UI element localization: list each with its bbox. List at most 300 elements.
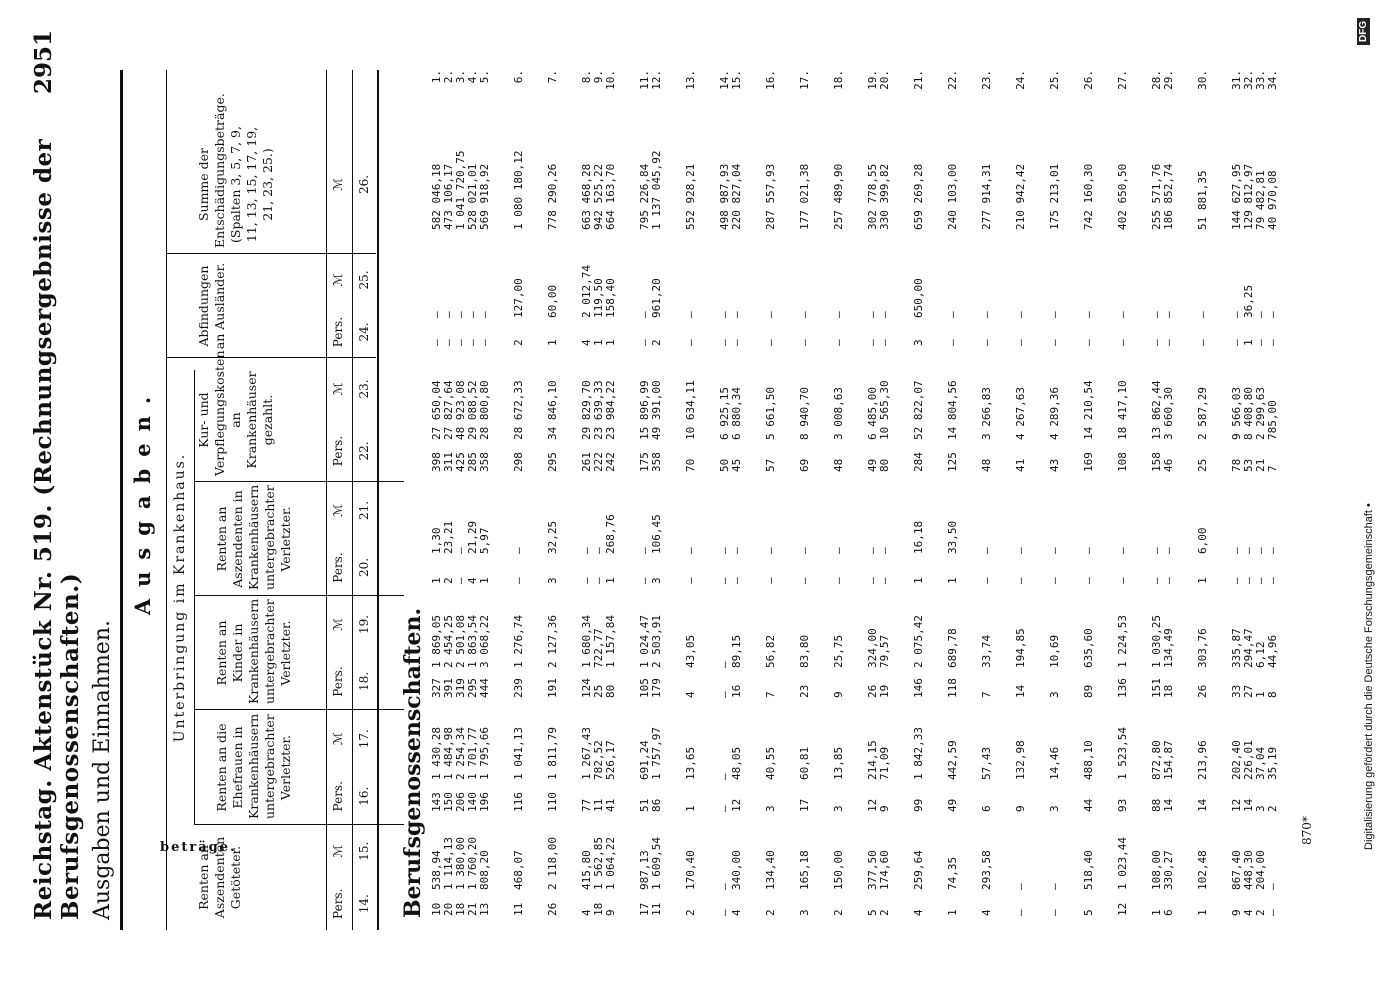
colnum-pers-1: 14. — [357, 894, 371, 914]
table-row — [1048, 70, 1066, 930]
cell-c22: 45 — [730, 458, 743, 472]
cell-c24: — — [1266, 339, 1279, 346]
cell-c19: 25,75 — [832, 634, 845, 668]
row-number: 29. — [1162, 70, 1175, 90]
cell-c23: 3 660,30 — [1162, 387, 1175, 440]
cell-c22: 222 — [592, 452, 605, 472]
cell-c22: 298 — [512, 452, 525, 472]
cell-c25: — — [730, 311, 743, 318]
cell-c14: 11 — [512, 902, 525, 916]
cell-c21: — — [1048, 547, 1061, 554]
cell-c18: 319 — [454, 678, 467, 698]
cell-c15: 259,64 — [912, 850, 925, 890]
cell-c17: 71,09 — [878, 746, 891, 780]
cell-c21: 106,45 — [650, 514, 663, 554]
row-number: 1. — [430, 70, 443, 84]
cell-c18: 4 — [684, 691, 697, 698]
cell-c21: — — [454, 547, 467, 554]
cell-c22: 69 — [798, 458, 811, 472]
cell-c21: — — [592, 547, 605, 554]
cell-c20: — — [1082, 577, 1095, 584]
cell-c14: 13 — [478, 902, 491, 916]
cell-c14: 4 — [1242, 909, 1255, 916]
cell-c17: 1 430,28 — [430, 727, 443, 780]
cell-c22: 7 — [1266, 465, 1279, 472]
cell-c25: — — [946, 311, 959, 318]
cell-c23: 52 822,07 — [912, 380, 925, 440]
cell-c18: 136 — [1116, 678, 1129, 698]
cell-c26: 277 914,31 — [980, 163, 993, 230]
cell-c23: 3 266,83 — [980, 387, 993, 440]
cell-c14: 12 — [1116, 902, 1129, 916]
cell-c18: 105 — [638, 678, 651, 698]
row-number: 15. — [730, 70, 743, 90]
cell-c25: — — [1014, 311, 1027, 318]
cell-c21: 268,76 — [604, 514, 617, 554]
cell-c24: 4 — [580, 339, 593, 346]
cell-c23: 4 289,36 — [1048, 387, 1061, 440]
cell-c25: — — [1266, 311, 1279, 318]
page-header — [26, 30, 84, 920]
row-number: 22. — [946, 70, 959, 90]
unit-mark-1: ℳ — [331, 844, 345, 858]
cell-c25: — — [1196, 311, 1209, 318]
cell-c18: 23 — [798, 684, 811, 698]
table-row — [1196, 70, 1214, 930]
cell-c26: 302 778,55 — [866, 163, 879, 230]
cell-c23: 13 862,44 — [1150, 380, 1163, 440]
cell-c18: 179 — [650, 678, 663, 698]
cell-c15: 867,40 — [1230, 850, 1243, 890]
cell-c21: — — [684, 547, 697, 554]
cell-c25: 60,00 — [546, 284, 559, 318]
cell-c17: 226,01 — [1242, 740, 1255, 780]
cell-c19: 89,15 — [730, 634, 743, 668]
cell-c19: 2 127,36 — [546, 615, 559, 668]
cell-c23: 2 587,29 — [1196, 387, 1209, 440]
cell-c16: 3 — [1048, 805, 1061, 812]
cell-c14: 2 — [764, 909, 777, 916]
cell-c17: 526,17 — [604, 740, 617, 780]
cell-c21: — — [764, 547, 777, 554]
cell-c18: 18 — [1162, 684, 1175, 698]
cell-c17: 1 267,43 — [580, 727, 593, 780]
row-number: 31. — [1230, 70, 1243, 90]
cell-c26: 177 021,38 — [798, 163, 811, 230]
cell-c23: 5 661,50 — [764, 387, 777, 440]
cell-c22: 53 — [1242, 458, 1255, 472]
cell-c19: 1 863,54 — [466, 615, 479, 668]
cell-c18: 26 — [866, 684, 879, 698]
cell-c24: — — [730, 339, 743, 346]
cell-c17: 48,05 — [730, 746, 743, 780]
unterbringung-heading: Unterbringung im Krankenhaus. — [166, 370, 195, 825]
cell-c21: 1,30 — [430, 527, 443, 554]
cell-c26: 569 918,92 — [478, 163, 491, 230]
cell-c18: 191 — [546, 678, 559, 698]
cell-c26: 402 650,50 — [1116, 163, 1129, 230]
cell-c24: — — [718, 339, 731, 346]
cell-c19: 635,60 — [1082, 628, 1095, 668]
cell-c25: — — [866, 311, 879, 318]
cell-c15: 293,58 — [980, 850, 993, 890]
row-number: 7. — [546, 70, 559, 84]
cell-c14: 4 — [980, 909, 993, 916]
table-row — [730, 70, 748, 930]
cell-c26: 1 041 720,75 — [454, 150, 467, 230]
cell-c16: 110 — [546, 792, 559, 812]
cell-c26: 255 571,76 — [1150, 163, 1163, 230]
cell-c24: 2 — [650, 339, 663, 346]
cell-c24: — — [1150, 339, 1163, 346]
cell-c22: 41 — [1014, 458, 1027, 472]
cell-c22: 284 — [912, 452, 925, 472]
cell-c19: 1 030,25 — [1150, 615, 1163, 668]
cell-c14: 2 — [878, 909, 891, 916]
cell-c21: — — [1082, 547, 1095, 554]
cell-c22: 242 — [604, 452, 617, 472]
row-number: 27. — [1116, 70, 1129, 90]
unit-row — [326, 70, 353, 930]
cell-c24: — — [798, 339, 811, 346]
cell-c19: 1 276,74 — [512, 615, 525, 668]
cell-c21: 6,00 — [1196, 527, 1209, 554]
digitization-note: Digitalisierung gefördert durch die Deutsche Forschungsgemeinschaft • — [1363, 503, 1375, 850]
cell-c25: 127,00 — [512, 278, 525, 318]
cell-c20: — — [592, 577, 605, 584]
cell-c17: 1 041,13 — [512, 727, 525, 780]
cell-c24: — — [866, 339, 879, 346]
section-title: Berufsgenossenschaften. — [400, 607, 426, 918]
cell-c19: 2 501,08 — [454, 615, 467, 668]
table-row — [478, 70, 496, 930]
cell-c16: 12 — [1230, 798, 1243, 812]
cell-c21: — — [1150, 547, 1163, 554]
cell-c22: 311 — [442, 452, 455, 472]
cell-c26: 79 482,81 — [1254, 170, 1267, 230]
cell-c20: — — [454, 577, 467, 584]
unit-pers-6: Pers. — [331, 316, 345, 348]
cell-c26: 942 525,22 — [592, 163, 605, 230]
cell-c15: 108,00 — [1150, 850, 1163, 890]
cell-c21: 21,29 — [466, 520, 479, 554]
cell-c14: 4 — [580, 909, 593, 916]
cell-c15: 1 380,00 — [454, 837, 467, 890]
cell-c20: — — [1242, 577, 1255, 584]
cell-c24: — — [442, 339, 455, 346]
cell-c16: 11 — [592, 798, 605, 812]
cell-c21: 32,25 — [546, 520, 559, 554]
row-number: 17. — [798, 70, 811, 90]
cell-c20: 1 — [946, 577, 959, 584]
cell-c16: 3 — [832, 805, 845, 812]
cell-c24: — — [1254, 339, 1267, 346]
cell-c20: — — [1230, 577, 1243, 584]
cell-c14: 4 — [730, 909, 743, 916]
cell-c23: 14 210,54 — [1082, 380, 1095, 440]
cell-c18: 295 — [466, 678, 479, 698]
cell-c16: 44 — [1082, 798, 1095, 812]
cell-c19: 194,85 — [1014, 628, 1027, 668]
cell-c26: 287 557,93 — [764, 163, 777, 230]
cell-c20: — — [798, 577, 811, 584]
cell-c15: — — [1266, 883, 1279, 890]
cell-c25: — — [454, 311, 467, 318]
cell-c22: 108 — [1116, 452, 1129, 472]
cell-c24: — — [1048, 339, 1061, 346]
cell-c19: 722,77 — [592, 628, 605, 668]
column-header-2: Renten an die Ehefrauen in Krankenhäusern untergebrachter Verletzter. — [214, 713, 293, 819]
cell-c15: 2 118,00 — [546, 837, 559, 890]
page-mark: 870* — [1300, 816, 1314, 845]
column-header-1: Renten an Aszendenten Getöteter. — [196, 836, 243, 919]
row-number: 6. — [512, 70, 525, 84]
cell-c25: — — [1162, 311, 1175, 318]
cell-c17: 37,04 — [1254, 746, 1267, 780]
cell-c24: — — [1014, 339, 1027, 346]
cell-c21: — — [718, 547, 731, 554]
cell-c17: 1 523,54 — [1116, 727, 1129, 780]
cell-c16: 14 — [1162, 798, 1175, 812]
cell-c14: 21 — [466, 902, 479, 916]
table-row — [980, 70, 998, 930]
column-number-row — [352, 70, 379, 930]
cell-c17: 132,98 — [1014, 740, 1027, 780]
cell-c26: 473 106,17 — [442, 163, 455, 230]
cell-c14: 5 — [1082, 909, 1095, 916]
cell-c19: 56,82 — [764, 634, 777, 668]
cell-c15: 1 114,13 — [442, 837, 455, 890]
cell-c18: 33 — [1230, 684, 1243, 698]
cell-c15: 987,13 — [638, 850, 651, 890]
column-header-5: Kur- und Verpflegungskosten an Krankenhäuser gezahlt. — [196, 350, 275, 476]
cell-c26: 552 928,21 — [684, 163, 697, 230]
cell-c20: — — [764, 577, 777, 584]
cell-c21: 16,18 — [912, 520, 925, 554]
cell-c23: 34 846,10 — [546, 380, 559, 440]
cell-c15: 377,50 — [866, 850, 879, 890]
cell-c26: 528 021,01 — [466, 163, 479, 230]
colnum-pers-2: 16. — [357, 786, 371, 806]
cell-c24: — — [478, 339, 491, 346]
cell-c19: 294,47 — [1242, 628, 1255, 668]
cell-c19: 1 157,84 — [604, 615, 617, 668]
cell-c19: 79,57 — [878, 634, 891, 668]
unit-mark-4: ℳ — [331, 504, 345, 517]
cell-c17: 14,46 — [1048, 746, 1061, 780]
cell-c19: 303,76 — [1196, 628, 1209, 668]
cell-c24: 3 — [912, 339, 925, 346]
cell-c20: — — [512, 577, 525, 584]
cell-c21: — — [980, 547, 993, 554]
cell-c16: 9 — [1014, 805, 1027, 812]
cell-c23: 48 923,08 — [454, 380, 467, 440]
cell-c26: 1 080 180,12 — [512, 150, 525, 230]
row-number: 34. — [1266, 70, 1279, 90]
cell-c26: 663 468,28 — [580, 163, 593, 230]
cell-c20: 1 — [478, 577, 491, 584]
cell-c16: 206 — [454, 792, 467, 812]
cell-c16: 41 — [604, 798, 617, 812]
row-number: 16. — [764, 70, 777, 90]
cell-c23: 785,00 — [1266, 400, 1279, 440]
cell-c14: 1 — [1196, 909, 1209, 916]
colnum-mark-5: 23. — [357, 379, 371, 399]
table-row — [1162, 70, 1180, 930]
cell-c23: 28 800,80 — [478, 380, 491, 440]
cell-c19: 335,87 — [1230, 628, 1243, 668]
unit-pers-1: Pers. — [331, 888, 345, 919]
cell-c20: — — [1116, 577, 1129, 584]
cell-c21: — — [1162, 547, 1175, 554]
cell-c19: 6,12 — [1254, 641, 1267, 668]
cell-c21: — — [866, 547, 879, 554]
cell-c16: 116 — [512, 792, 525, 812]
cell-c15: 204,00 — [1254, 850, 1267, 890]
cell-c17: 13,65 — [684, 746, 697, 780]
cell-c14: 2 — [1254, 909, 1267, 916]
column-header-7: Summe der Entschädigungsbeträge. (Spalten 3, 5, 7, 9, 11, 13, 15, 17, 19, 21, 23, 25.) — [196, 93, 275, 248]
cell-c14: 2 — [832, 909, 845, 916]
cell-c15: 170,40 — [684, 850, 697, 890]
cell-c16: 51 — [638, 798, 651, 812]
cell-c14: 6 — [1162, 909, 1175, 916]
cell-c15: — — [718, 883, 731, 890]
cell-c18: 89 — [1082, 684, 1095, 698]
cell-c18: 19 — [878, 684, 891, 698]
row-number: 30. — [1196, 70, 1209, 90]
cell-c20: — — [878, 577, 891, 584]
cell-c17: 214,15 — [866, 740, 879, 780]
row-number: 21. — [912, 70, 925, 90]
cell-c20: 2 — [442, 577, 455, 584]
row-number: 13. — [684, 70, 697, 90]
table-row — [684, 70, 702, 930]
cell-c19: 1 224,53 — [1116, 615, 1129, 668]
cell-c14: 10 — [430, 902, 443, 916]
column-header-4: Renten an Aszendenten in Krankenhäusern untergebrachter Verletzter. — [214, 484, 293, 590]
cell-c20: — — [1162, 577, 1175, 584]
row-number: 32. — [1242, 70, 1255, 90]
cell-c22: 70 — [684, 458, 697, 472]
colnum-mark-2: 17. — [357, 729, 371, 749]
table-row — [912, 70, 930, 930]
cell-c19: 3 068,22 — [478, 615, 491, 668]
row-number: 25. — [1048, 70, 1061, 90]
cell-c20: — — [730, 577, 743, 584]
page-number: 2951 — [30, 30, 57, 95]
cell-c26: 659 269,28 — [912, 163, 925, 230]
cell-c20: — — [580, 577, 593, 584]
cell-c19: 1 869,05 — [430, 615, 443, 668]
cell-c15: 102,48 — [1196, 850, 1209, 890]
cell-c20: — — [1150, 577, 1163, 584]
cell-c15: 74,35 — [946, 856, 959, 890]
cell-c16: 3 — [764, 805, 777, 812]
row-number: 18. — [832, 70, 845, 90]
table-row — [1014, 70, 1032, 930]
cell-c24: — — [466, 339, 479, 346]
cell-c20: — — [980, 577, 993, 584]
cell-c16: 6 — [980, 805, 993, 812]
unit-mark-7: ℳ — [331, 178, 345, 191]
cell-c18: 25 — [592, 684, 605, 698]
cell-c16: 2 — [1266, 805, 1279, 812]
cell-c26: 582 046,18 — [430, 163, 443, 230]
colnum-pers-6: 24. — [357, 322, 371, 342]
cell-c19: 689,78 — [946, 628, 959, 668]
row-number: 10. — [604, 70, 617, 90]
colnum-mark-1: 15. — [357, 841, 371, 861]
cell-c22: 261 — [580, 452, 593, 472]
cell-c24: — — [684, 339, 697, 346]
cell-c18: 16 — [730, 684, 743, 698]
table-row — [878, 70, 896, 930]
cell-c25: — — [1254, 311, 1267, 318]
unit-mark-2: ℳ — [331, 732, 345, 746]
table-row — [546, 70, 564, 930]
cell-c22: 48 — [832, 458, 845, 472]
cell-c16: 3 — [1254, 805, 1267, 812]
cell-c21: 5,97 — [478, 527, 491, 554]
cell-c20: — — [1254, 577, 1267, 584]
cell-c18: 124 — [580, 678, 593, 698]
row-number: 2. — [442, 70, 455, 84]
cell-c26: 498 987,93 — [718, 163, 731, 230]
cell-c22: 48 — [980, 458, 993, 472]
cell-c18: 14 — [1014, 684, 1027, 698]
row-number: 28. — [1150, 70, 1163, 90]
cell-c25: — — [980, 311, 993, 318]
cell-c24: — — [764, 339, 777, 346]
cell-c19: 1 680,34 — [580, 615, 593, 668]
table-row — [1082, 70, 1100, 930]
cell-c23: 10 565,30 — [878, 380, 891, 440]
cell-c26: 330 399,82 — [878, 163, 891, 230]
cell-c14: 4 — [912, 909, 925, 916]
cell-c18: 444 — [478, 678, 491, 698]
cell-c15: 1 609,54 — [650, 837, 663, 890]
cell-c15: 1 760,20 — [466, 837, 479, 890]
table-row — [832, 70, 850, 930]
cell-c25: 119,50 — [592, 278, 605, 318]
row-number: 19. — [866, 70, 879, 90]
cell-c24: 1 — [604, 339, 617, 346]
cell-c16: 12 — [730, 798, 743, 812]
colnum-mark-6: 25. — [357, 270, 371, 290]
row-number: 11. — [638, 70, 651, 90]
cell-c16: 196 — [478, 792, 491, 812]
cell-c20: — — [1266, 577, 1279, 584]
cell-c15: 1 023,44 — [1116, 837, 1129, 890]
betraege-label: beträge. — [160, 840, 237, 855]
cell-c17: 488,10 — [1082, 740, 1095, 780]
cell-c17: 57,43 — [980, 746, 993, 780]
cell-c18: 7 — [980, 691, 993, 698]
cell-c21: — — [1254, 547, 1267, 554]
cell-c20: — — [718, 577, 731, 584]
cell-c14: — — [1048, 909, 1061, 916]
cell-c26: 40 970,08 — [1266, 170, 1279, 230]
cell-c22: 175 — [638, 452, 651, 472]
cell-c19: 10,69 — [1048, 634, 1061, 668]
cell-c26: 257 489,90 — [832, 163, 845, 230]
cell-c26: 664 163,70 — [604, 163, 617, 230]
cell-c18: — — [718, 691, 731, 698]
cell-c24: — — [638, 339, 651, 346]
cell-c14: — — [1266, 909, 1279, 916]
cell-c14: 18 — [592, 902, 605, 916]
